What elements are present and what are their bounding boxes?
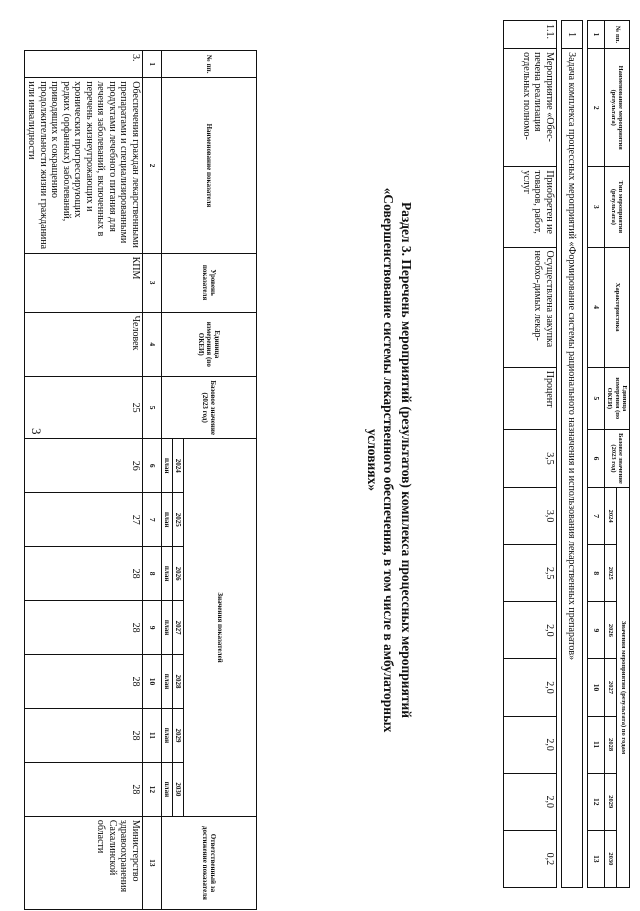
row-level: КПМ [24, 253, 142, 312]
row-year-value: 28 [24, 655, 142, 709]
header-row [617, 21, 630, 888]
col-name-header: Наименование мероприятия (результата) [604, 49, 629, 167]
table-row [503, 21, 556, 888]
row-year-value: 2,0 [503, 659, 556, 716]
col-no-header: № пп. [161, 51, 256, 78]
table-row [24, 51, 142, 910]
plan-header: план [161, 493, 172, 547]
col-no-header: № пп. [604, 21, 629, 49]
year-header: 2029 [172, 708, 183, 762]
row-number: 1.1. [503, 21, 556, 49]
col-values-header: Значения мероприятия (результата) по годам [617, 488, 630, 888]
row-year-value: 28 [24, 708, 142, 762]
col-number: 2 [142, 78, 161, 253]
year-header: 2028 [604, 716, 617, 773]
col-number: 12 [587, 773, 604, 830]
page-number: 3 [29, 428, 44, 435]
row-name: Мероприятие «Обес-печена реализация отдельных полномо- [503, 49, 556, 167]
col-number: 1 [587, 21, 604, 49]
row-base-value: 25 [24, 377, 142, 439]
row-year-value: 2,5 [503, 545, 556, 602]
col-number: 11 [142, 708, 161, 762]
year-header: 2025 [172, 493, 183, 547]
col-number: 3 [142, 253, 161, 312]
col-number: 13 [142, 816, 161, 909]
header-row [184, 51, 257, 910]
col-number: 10 [142, 655, 161, 709]
col-level-header: Уровень показателя [161, 253, 256, 312]
task-row [561, 21, 582, 888]
col-number: 4 [142, 312, 161, 377]
section-title: Раздел 3. Перечень мероприятий (результатов) комплекса процессных мероприятий [399, 201, 414, 719]
col-number: 3 [587, 167, 604, 247]
col-number: 9 [587, 602, 604, 659]
section-subtitle: «Совершенствование системы лекарственного обеспечения, в том числе в амбулаторных условиях» [365, 187, 396, 733]
col-number: 11 [587, 716, 604, 773]
row-responsible: Министерство здравоохранения Сахалинской области [24, 816, 142, 909]
col-number: 5 [142, 377, 161, 439]
col-number: 7 [587, 488, 604, 545]
col-number: 6 [587, 429, 604, 487]
row-characteristic: Осуществлена закупка необхо-димых лекар- [503, 247, 556, 367]
column-numbers-row [587, 21, 604, 888]
row-unit: Процент [503, 367, 556, 429]
row-year-value: 28 [24, 762, 142, 816]
col-number: 4 [587, 247, 604, 367]
col-number: 8 [587, 545, 604, 602]
plan-header: план [161, 655, 172, 709]
col-unit-header: Единица измерения (по ОКЕИ) [604, 367, 629, 429]
col-number: 5 [587, 367, 604, 429]
row-year-value: 27 [24, 493, 142, 547]
task-text: Задача комплекса процессных мероприятий «Формирование системы рационального назначения и использования лекарственных препаратов» [561, 49, 582, 888]
plan-header: план [161, 762, 172, 816]
col-base-header: Базовое значение (2023 год) [604, 429, 629, 487]
col-number: 13 [587, 830, 604, 887]
col-number: 6 [142, 439, 161, 493]
plan-header: план [161, 547, 172, 601]
row-name: Обеспечения граждан лекарственными препаратами и специализированными продуктами лечебного питания для лечения заболеваний, включенных в перечень жизнеугрожающих и хронических прогрессирующих редких (орфанных) заболеваний, приводящих к сокращению продолжительности жизни гражданина или инвалидности [24, 78, 142, 253]
col-base-header: Базовое значение (2023 год) [161, 377, 256, 439]
year-header: 2029 [604, 773, 617, 830]
row-year-value: 26 [24, 439, 142, 493]
plan-header: план [161, 601, 172, 655]
col-values-header: Значения показателей [184, 439, 257, 817]
row-type: Приобретен ие товаров, работ, услуг [503, 167, 556, 247]
row-base-value: 3,5 [503, 429, 556, 487]
year-header: 2025 [604, 545, 617, 602]
col-number: 8 [142, 547, 161, 601]
task-number: 1 [561, 21, 582, 49]
year-header: 2028 [172, 655, 183, 709]
year-header: 2024 [172, 439, 183, 493]
col-unit-header: Единица измерения (по ОКЕИ) [161, 312, 256, 377]
row-year-value: 2,0 [503, 773, 556, 830]
events-table [503, 20, 630, 888]
col-number: 2 [587, 49, 604, 167]
year-header: 2026 [604, 602, 617, 659]
year-header: 2030 [172, 762, 183, 816]
col-name-header: Наименование показателя [161, 78, 256, 253]
row-unit: Человек [24, 312, 142, 377]
col-number: 1 [142, 51, 161, 78]
row-year-value: 2,0 [503, 602, 556, 659]
year-header: 2027 [604, 659, 617, 716]
plan-header: план [161, 439, 172, 493]
year-header: 2030 [604, 830, 617, 887]
indicators-table [24, 50, 257, 910]
col-number: 10 [587, 659, 604, 716]
col-responsible-header: Ответственный за достижение показателя [161, 816, 256, 909]
col-char-header: Характеристика [604, 247, 629, 367]
row-year-value: 28 [24, 547, 142, 601]
plan-header: план [161, 708, 172, 762]
column-numbers-row [142, 51, 161, 910]
year-header: 2024 [604, 488, 617, 545]
col-number: 7 [142, 493, 161, 547]
col-type-header: Тип мероприятия (результата) [604, 167, 629, 247]
col-number: 9 [142, 601, 161, 655]
row-year-value: 2,0 [503, 716, 556, 773]
year-header: 2027 [172, 601, 183, 655]
row-year-value: 28 [24, 601, 142, 655]
year-header: 2026 [172, 547, 183, 601]
col-number: 12 [142, 762, 161, 816]
row-year-value: 0,2 [503, 830, 556, 887]
row-year-value: 3,0 [503, 488, 556, 545]
row-number: 3. [24, 51, 142, 78]
